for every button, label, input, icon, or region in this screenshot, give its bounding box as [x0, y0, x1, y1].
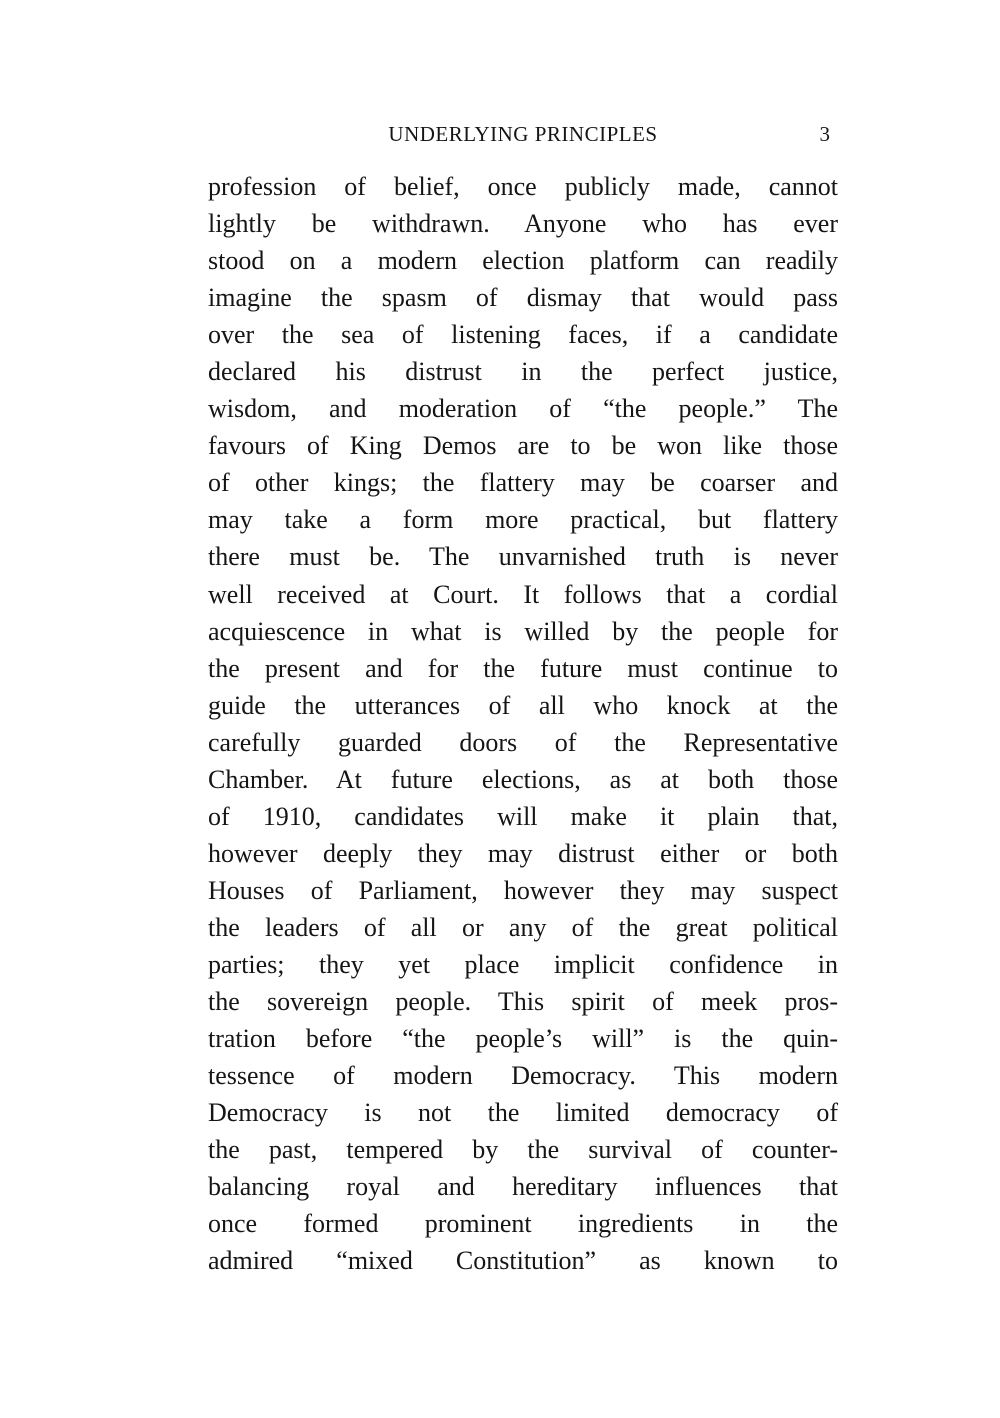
text-line: imagine the spasm of dismay that would pass: [208, 283, 838, 313]
text-line: the past, tempered by the survival of counter-: [208, 1135, 838, 1165]
text-line: over the sea of listening faces, if a candidate: [208, 320, 838, 350]
text-line: Houses of Parliament, however they may suspect: [208, 875, 838, 905]
text-line: tessence of modern Democracy. This modern: [208, 1061, 838, 1091]
text-line: tration before “the people’s will” is the quin-: [208, 1024, 838, 1054]
text-line: wisdom, and moderation of “the people.” The: [208, 394, 838, 424]
text-line: admired “mixed Constitution” as known to: [208, 1246, 838, 1276]
text-line: the leaders of all or any of the great political: [208, 912, 838, 942]
text-line: parties; they yet place implicit confidence in: [208, 949, 838, 979]
text-line: lightly be withdrawn. Anyone who has ever: [208, 209, 838, 239]
text-line: the present and for the future must continue to: [208, 653, 838, 683]
body-text: [208, 168, 838, 1279]
text-line: balancing royal and hereditary influences that: [208, 1172, 838, 1202]
text-line: once formed prominent ingredients in the: [208, 1209, 838, 1239]
text-line: stood on a modern election platform can readily: [208, 246, 838, 276]
text-line: however deeply they may distrust either or both: [208, 838, 838, 868]
text-line: favours of King Demos are to be won like those: [208, 431, 838, 461]
text-line: of other kings; the flattery may be coarser and: [208, 468, 838, 498]
text-line: there must be. The unvarnished truth is never: [208, 542, 838, 572]
page-header: [208, 118, 838, 154]
text-line: carefully guarded doors of the Representative: [208, 727, 838, 757]
text-line: Democracy is not the limited democracy of: [208, 1098, 838, 1128]
text-line: acquiescence in what is willed by the people for: [208, 616, 838, 646]
text-line: well received at Court. It follows that a cordial: [208, 579, 838, 609]
text-line: declared his distrust in the perfect justice,: [208, 357, 838, 387]
text-line: of 1910, candidates will make it plain that,: [208, 801, 838, 831]
running-title: UNDERLYING PRINCIPLES: [388, 122, 658, 146]
text-line: may take a form more practical, but flattery: [208, 505, 838, 535]
text-line: guide the utterances of all who knock at the: [208, 690, 838, 720]
text-line: Chamber. At future elections, as at both those: [208, 764, 838, 794]
page-number: 3: [819, 122, 830, 146]
text-line: the sovereign people. This spirit of meek pros-: [208, 987, 838, 1017]
text-line: profession of belief, once publicly made, cannot: [208, 172, 838, 201]
